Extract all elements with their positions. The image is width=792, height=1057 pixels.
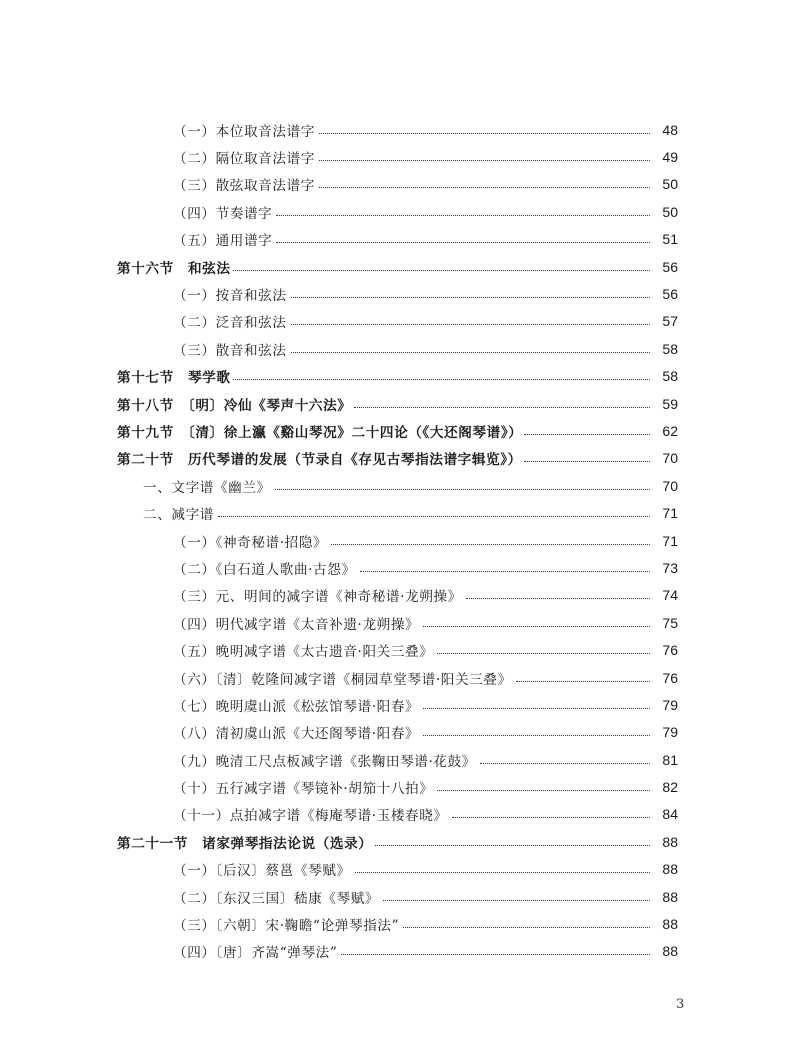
toc-entry[interactable] [0, 171, 792, 198]
toc-entry-title: （一）〔后汉〕蔡邕《琴赋》 [173, 863, 351, 880]
toc-entry-title: （四）明代减字谱《太音补遗·龙朔操》 [173, 616, 420, 633]
toc-entry-page: 56 [662, 258, 678, 275]
toc-section-heading[interactable] [0, 253, 792, 280]
toc-entry-page: 58 [662, 368, 678, 385]
toc-entry[interactable] [0, 226, 792, 253]
dot-leader [466, 597, 650, 599]
toc-entry[interactable] [0, 691, 792, 718]
toc-entry-title: （七）晚明虞山派《松弦馆琴谱·阳春》 [173, 698, 420, 715]
toc-entry-page: 88 [662, 943, 678, 960]
toc-entry[interactable] [0, 746, 792, 773]
toc-entry-page: 75 [662, 614, 678, 631]
toc-entry-title: （九）晚清工尺点板减字谱《张鞠田琴谱·花鼓》 [173, 753, 476, 770]
dot-leader [375, 844, 651, 846]
toc-entry-page: 62 [662, 422, 678, 439]
toc-entry-page: 71 [662, 505, 678, 522]
toc-entry-title: （三）〔六朝〕宋·鞠瞻“论弹琴指法” [173, 918, 400, 935]
toc-entry[interactable] [0, 554, 792, 581]
dot-leader [233, 378, 650, 380]
dot-leader [423, 734, 650, 736]
toc-entry-page: 58 [662, 340, 678, 357]
dot-leader [291, 351, 650, 353]
toc-entry[interactable] [0, 609, 792, 636]
toc-entry[interactable] [0, 198, 792, 225]
dot-leader [524, 433, 650, 435]
toc-entry[interactable] [0, 773, 792, 800]
toc-entry-page: 50 [662, 203, 678, 220]
dot-leader [480, 762, 650, 764]
dot-leader [319, 159, 650, 161]
toc-entry-page: 82 [662, 779, 678, 796]
toc-entry-title: 第二十一节 诸家弹琴指法论说（选录） [117, 835, 373, 852]
toc-subsection[interactable] [0, 472, 792, 499]
toc-entry-title: 第十八节 〔明〕冷仙《琴声十六法》 [117, 397, 352, 414]
toc-entry-title: （十）五行减字谱《琴镜补·胡笳十八拍》 [173, 781, 434, 798]
toc-entry-page: 88 [662, 888, 678, 905]
dot-leader [275, 488, 650, 490]
dot-leader [319, 186, 650, 188]
toc-entry-page: 88 [662, 833, 678, 850]
toc-entry[interactable] [0, 938, 792, 965]
table-of-contents [0, 116, 792, 965]
toc-entry[interactable] [0, 143, 792, 170]
toc-entry-title: （五）晚明减字谱《太古遗音·阳关三叠》 [173, 644, 434, 661]
toc-entry-title: （八）清初虞山派《大还阁琴谱·阳春》 [173, 726, 420, 743]
toc-entry-title: （六）〔清〕乾隆间减字谱《桐园草堂琴谱·阳关三叠》 [173, 671, 512, 688]
toc-entry-page: 76 [662, 669, 678, 686]
dot-leader [276, 241, 650, 243]
dot-leader [355, 871, 650, 873]
dot-leader [437, 789, 650, 791]
dot-leader [423, 707, 650, 709]
toc-entry[interactable] [0, 856, 792, 883]
toc-entry-title: 第十六节 和弦法 [117, 260, 231, 277]
dot-leader [423, 625, 650, 627]
dot-leader [276, 214, 650, 216]
dot-leader [291, 323, 650, 325]
toc-entry-title: （三）元、明间的减字谱《神奇秘谱·龙朔操》 [173, 589, 462, 606]
toc-entry-title: 一、文字谱《幽兰》 [143, 479, 271, 496]
toc-entry-title: （三）散弦取音法谱字 [173, 178, 315, 195]
toc-entry[interactable] [0, 636, 792, 663]
dot-leader [360, 570, 650, 572]
toc-entry[interactable] [0, 116, 792, 143]
toc-entry-page: 71 [662, 532, 678, 549]
toc-section-heading[interactable] [0, 363, 792, 390]
toc-entry-title: （一）本位取音法谱字 [173, 123, 315, 140]
toc-entry-page: 50 [662, 176, 678, 193]
toc-entry-page: 73 [662, 559, 678, 576]
toc-entry-page: 70 [662, 477, 678, 494]
toc-entry-page: 88 [662, 861, 678, 878]
dot-leader [291, 296, 650, 298]
dot-leader [437, 652, 650, 654]
toc-entry[interactable] [0, 308, 792, 335]
dot-leader [383, 899, 650, 901]
toc-entry-title: （五）通用谱字 [173, 233, 273, 250]
toc-entry-page: 59 [662, 395, 678, 412]
toc-entry[interactable] [0, 582, 792, 609]
toc-entry-title: （三）散音和弦法 [173, 342, 287, 359]
toc-entry-page: 81 [662, 751, 678, 768]
page-number: 3 [676, 997, 685, 1012]
toc-entry-page: 84 [662, 806, 678, 823]
toc-entry-page: 76 [662, 642, 678, 659]
toc-entry-title: （十一）点拍减字谱《梅庵琴谱·玉楼春晓》 [173, 808, 448, 825]
toc-entry[interactable] [0, 664, 792, 691]
toc-entry-title: 第十九节 〔清〕徐上瀛《谿山琴况》二十四论（《大还阁琴谱》） [117, 424, 523, 441]
toc-entry-page: 74 [662, 587, 678, 604]
toc-entry-title: （二）隔位取音法谱字 [173, 151, 315, 168]
dot-leader [218, 515, 650, 517]
dot-leader [233, 269, 650, 271]
dot-leader [452, 816, 650, 818]
dot-leader [331, 543, 650, 545]
dot-leader [341, 953, 650, 955]
toc-entry[interactable] [0, 801, 792, 828]
toc-entry-title: （二）《白石道人歌曲·古怨》 [173, 561, 356, 578]
toc-entry-title: （一）《神奇秘谱·招隐》 [173, 534, 328, 551]
toc-entry-title: 二、减字谱 [143, 507, 214, 524]
toc-entry-title: （四）节奏谱字 [173, 205, 273, 222]
toc-entry-page: 57 [662, 313, 678, 330]
toc-entry[interactable] [0, 910, 792, 937]
toc-entry-page: 88 [662, 916, 678, 933]
toc-entry-title: （二）〔东汉三国〕嵇康《琴赋》 [173, 890, 380, 907]
toc-entry-page: 79 [662, 724, 678, 741]
toc-entry-page: 56 [662, 286, 678, 303]
toc-entry-title: （四）〔唐〕齐嵩“弹琴法” [173, 945, 338, 962]
toc-entry-page: 51 [662, 231, 678, 248]
toc-section-heading[interactable] [0, 390, 792, 417]
toc-section-heading[interactable] [0, 828, 792, 855]
toc-entry[interactable] [0, 280, 792, 307]
toc-entry-title: （一）按音和弦法 [173, 288, 287, 305]
dot-leader [516, 680, 650, 682]
toc-entry[interactable] [0, 883, 792, 910]
dot-leader [403, 926, 650, 928]
toc-section-heading[interactable] [0, 445, 792, 472]
toc-entry[interactable] [0, 719, 792, 746]
toc-entry-title: （二）泛音和弦法 [173, 315, 287, 332]
toc-entry-title: 第二十节 历代琴谱的发展（节录自《存见古琴指法谱字辑览》） [117, 452, 522, 469]
toc-entry-title: 第十七节 琴学歌 [117, 370, 231, 387]
dot-leader [319, 132, 650, 134]
dot-leader [524, 460, 650, 462]
toc-entry-page: 79 [662, 696, 678, 713]
toc-entry-page: 70 [662, 450, 678, 467]
dot-leader [354, 406, 651, 408]
toc-entry[interactable] [0, 527, 792, 554]
toc-entry-page: 49 [662, 149, 678, 166]
toc-entry[interactable] [0, 335, 792, 362]
toc-subsection[interactable] [0, 499, 792, 526]
toc-section-heading[interactable] [0, 417, 792, 444]
toc-entry-page: 48 [662, 121, 678, 138]
